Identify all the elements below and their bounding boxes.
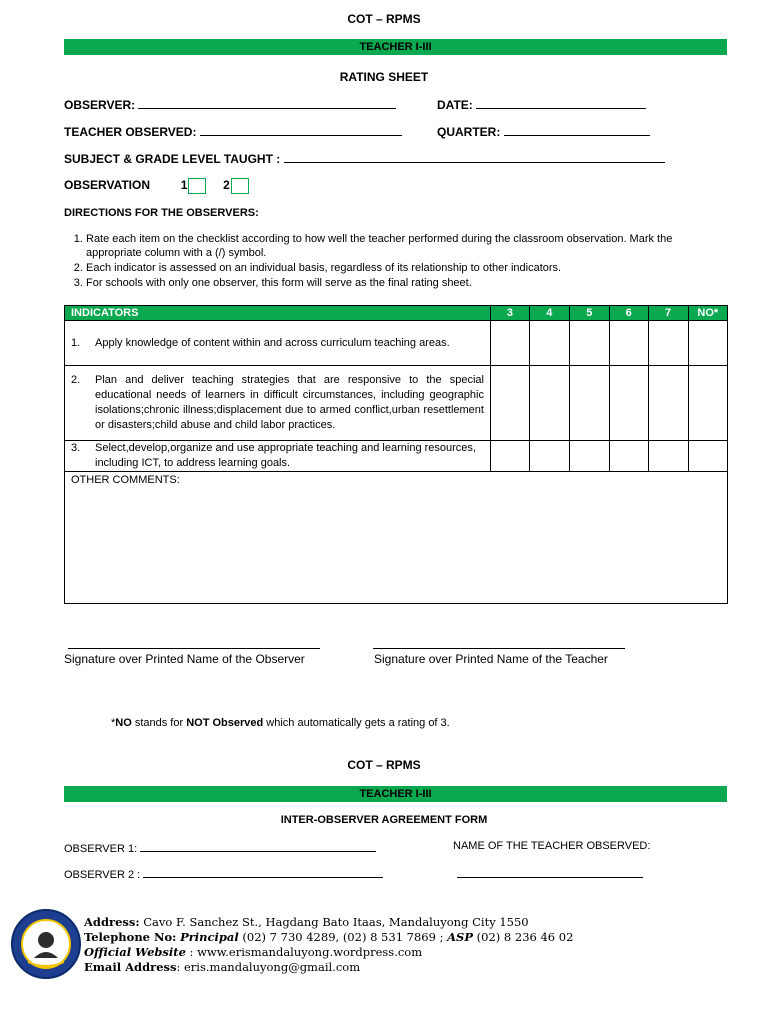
footer-email-value[interactable]: : eris.mandaluyong@gmail.com bbox=[176, 960, 361, 974]
footer-asp-value: (02) 8 236 46 02 bbox=[473, 930, 574, 944]
teacher-label: TEACHER OBSERVED: bbox=[64, 125, 200, 139]
observer1-input-line[interactable] bbox=[140, 840, 376, 852]
footer-telephone-line bbox=[84, 930, 764, 945]
observer-signature-caption: Signature over Printed Name of the Observer bbox=[64, 652, 305, 666]
rating-cell[interactable] bbox=[490, 321, 529, 366]
quarter-input-line[interactable] bbox=[504, 124, 650, 136]
observer-label: OBSERVER: bbox=[64, 98, 139, 112]
footer-address-value: Cavo F. Sanchez St., Hagdang Bato Itaas, Mandaluyong City 1550 bbox=[139, 915, 529, 929]
observer2-field bbox=[64, 866, 383, 881]
rating-cell[interactable] bbox=[569, 321, 609, 366]
rating-cell[interactable] bbox=[569, 441, 609, 472]
table-row bbox=[65, 321, 728, 366]
footer-principal-value: (02) 7 730 4289, (02) 8 531 7869 ; bbox=[238, 930, 448, 944]
footer-email-label: Email Address bbox=[84, 960, 177, 974]
footer-website-label: Official Website bbox=[84, 945, 186, 959]
footer-website-value[interactable]: : www.erismandaluyong.wordpress.com bbox=[185, 945, 423, 959]
teacher-field bbox=[64, 124, 402, 139]
page-title: COT – RPMS bbox=[347, 12, 421, 26]
indicator-text: Apply knowledge of content within and across curriculum teaching areas. bbox=[95, 336, 450, 349]
observer-input-line[interactable] bbox=[138, 97, 396, 109]
teacher-name-field bbox=[457, 866, 643, 881]
header-rating-5: 5 bbox=[569, 306, 609, 321]
teacher-name-input-line[interactable] bbox=[457, 866, 643, 878]
header-rating-6: 6 bbox=[609, 306, 648, 321]
rating-table bbox=[64, 305, 728, 472]
footer-address-line bbox=[84, 915, 764, 930]
observer-field bbox=[64, 97, 396, 112]
subject-input-line[interactable] bbox=[284, 151, 665, 163]
date-label: DATE: bbox=[437, 98, 477, 112]
footer-email-line bbox=[84, 960, 764, 975]
direction-item: 1. Rate each item on the checklist according to how well the teacher performed during the classroom observation. Mark the appropriate column with a (/) symbol. bbox=[86, 232, 728, 260]
teacher-signature-caption: Signature over Printed Name of the Teacher bbox=[374, 652, 608, 666]
header-rating-3: 3 bbox=[490, 306, 529, 321]
header-not-observed: NO* bbox=[688, 306, 727, 321]
position-band: TEACHER I-III bbox=[64, 39, 727, 55]
school-logo bbox=[10, 908, 82, 980]
page2-title: COT – RPMS bbox=[347, 758, 421, 772]
quarter-label: QUARTER: bbox=[437, 125, 504, 139]
indicator-cell bbox=[65, 321, 491, 366]
date-field bbox=[437, 97, 646, 112]
observation-label: OBSERVATION bbox=[64, 178, 151, 193]
table-header-row bbox=[65, 306, 728, 321]
observation-option-2-label: 2 bbox=[223, 178, 230, 193]
date-input-line[interactable] bbox=[476, 97, 646, 109]
rating-cell[interactable] bbox=[529, 441, 569, 472]
footer-address-label: Address: bbox=[84, 915, 140, 929]
observation-option-1-label: 1 bbox=[180, 178, 188, 193]
header-indicators: INDICATORS bbox=[65, 306, 491, 321]
header-rating-7: 7 bbox=[648, 306, 688, 321]
rating-cell[interactable] bbox=[490, 366, 529, 441]
footnote bbox=[111, 717, 450, 729]
footer-asp-label: ASP bbox=[447, 930, 473, 944]
quarter-field bbox=[437, 124, 650, 139]
rating-cell[interactable] bbox=[688, 366, 727, 441]
rating-cell[interactable] bbox=[529, 321, 569, 366]
observer-signature-line[interactable] bbox=[68, 648, 320, 649]
indicator-cell bbox=[65, 441, 491, 472]
directions-list bbox=[64, 232, 728, 291]
footnote-no: NO bbox=[115, 717, 132, 729]
observer1-label: OBSERVER 1: bbox=[64, 843, 141, 855]
indicator-number: 2. bbox=[71, 374, 81, 386]
table-row bbox=[65, 366, 728, 441]
subject-label: SUBJECT & GRADE LEVEL TAUGHT : bbox=[64, 152, 284, 166]
indicator-number: 1. bbox=[71, 336, 81, 349]
indicator-text: Plan and deliver teaching strategies that are responsive to the special educational needs of learners in difficult circumstances, including geographic isolations;chronic illness;displacement due to armed conflict,urban resettlement or disasters;child abuse and child labor practices. bbox=[95, 374, 484, 431]
observation-field bbox=[64, 178, 249, 194]
rating-cell[interactable] bbox=[609, 366, 648, 441]
rating-table-wrap bbox=[64, 305, 728, 604]
rating-cell[interactable] bbox=[569, 366, 609, 441]
teacher-name-label: NAME OF THE TEACHER OBSERVED: bbox=[453, 840, 651, 852]
footer-telephone-label: Telephone No: bbox=[84, 930, 177, 944]
observer1-field bbox=[64, 840, 376, 855]
rating-cell[interactable] bbox=[648, 441, 688, 472]
subject-field bbox=[64, 151, 665, 166]
form-subtitle: RATING SHEET bbox=[339, 70, 429, 84]
rating-cell[interactable] bbox=[609, 441, 648, 472]
teacher-signature-line[interactable] bbox=[373, 648, 625, 649]
rating-cell[interactable] bbox=[648, 366, 688, 441]
observer2-input-line[interactable] bbox=[143, 866, 383, 878]
indicator-cell bbox=[65, 366, 491, 441]
rating-cell[interactable] bbox=[609, 321, 648, 366]
direction-item: 3. For schools with only one observer, this form will serve as the final rating sheet. bbox=[86, 276, 728, 290]
rating-cell[interactable] bbox=[688, 321, 727, 366]
footer-website-line bbox=[84, 945, 764, 960]
footnote-mid: stands for bbox=[131, 717, 187, 729]
other-comments-box[interactable] bbox=[64, 472, 728, 604]
footnote-not-observed: NOT Observed bbox=[186, 717, 264, 729]
other-comments-label: OTHER COMMENTS: bbox=[71, 474, 180, 486]
teacher-input-line[interactable] bbox=[200, 124, 402, 136]
footer-principal-label: Principal bbox=[180, 930, 239, 944]
observer2-label: OBSERVER 2 : bbox=[64, 869, 144, 881]
indicator-number: 3. bbox=[71, 442, 81, 454]
page2-subtitle: INTER-OBSERVER AGREEMENT FORM bbox=[280, 814, 488, 826]
rating-cell[interactable] bbox=[529, 366, 569, 441]
rating-cell[interactable] bbox=[490, 441, 529, 472]
footnote-suffix: which automatically gets a rating of 3. bbox=[263, 717, 450, 729]
table-row bbox=[65, 441, 728, 472]
directions-title: DIRECTIONS FOR THE OBSERVERS: bbox=[64, 207, 259, 219]
header-rating-4: 4 bbox=[529, 306, 569, 321]
footnote-asterisk: * bbox=[111, 717, 116, 729]
indicator-text: Select,develop,organize and use appropriate teaching and learning resources, including ICT, to address learning goals. bbox=[95, 442, 476, 469]
rating-cell[interactable] bbox=[688, 441, 727, 472]
rating-cell[interactable] bbox=[648, 321, 688, 366]
page2-position-band: TEACHER I-III bbox=[64, 786, 727, 802]
observation-checkbox-1[interactable] bbox=[188, 178, 206, 194]
footer-contact bbox=[84, 915, 764, 975]
direction-item: 2. Each indicator is assessed on an individual basis, regardless of its relationship to other indicators. bbox=[86, 261, 728, 275]
observation-checkbox-2[interactable] bbox=[231, 178, 249, 194]
